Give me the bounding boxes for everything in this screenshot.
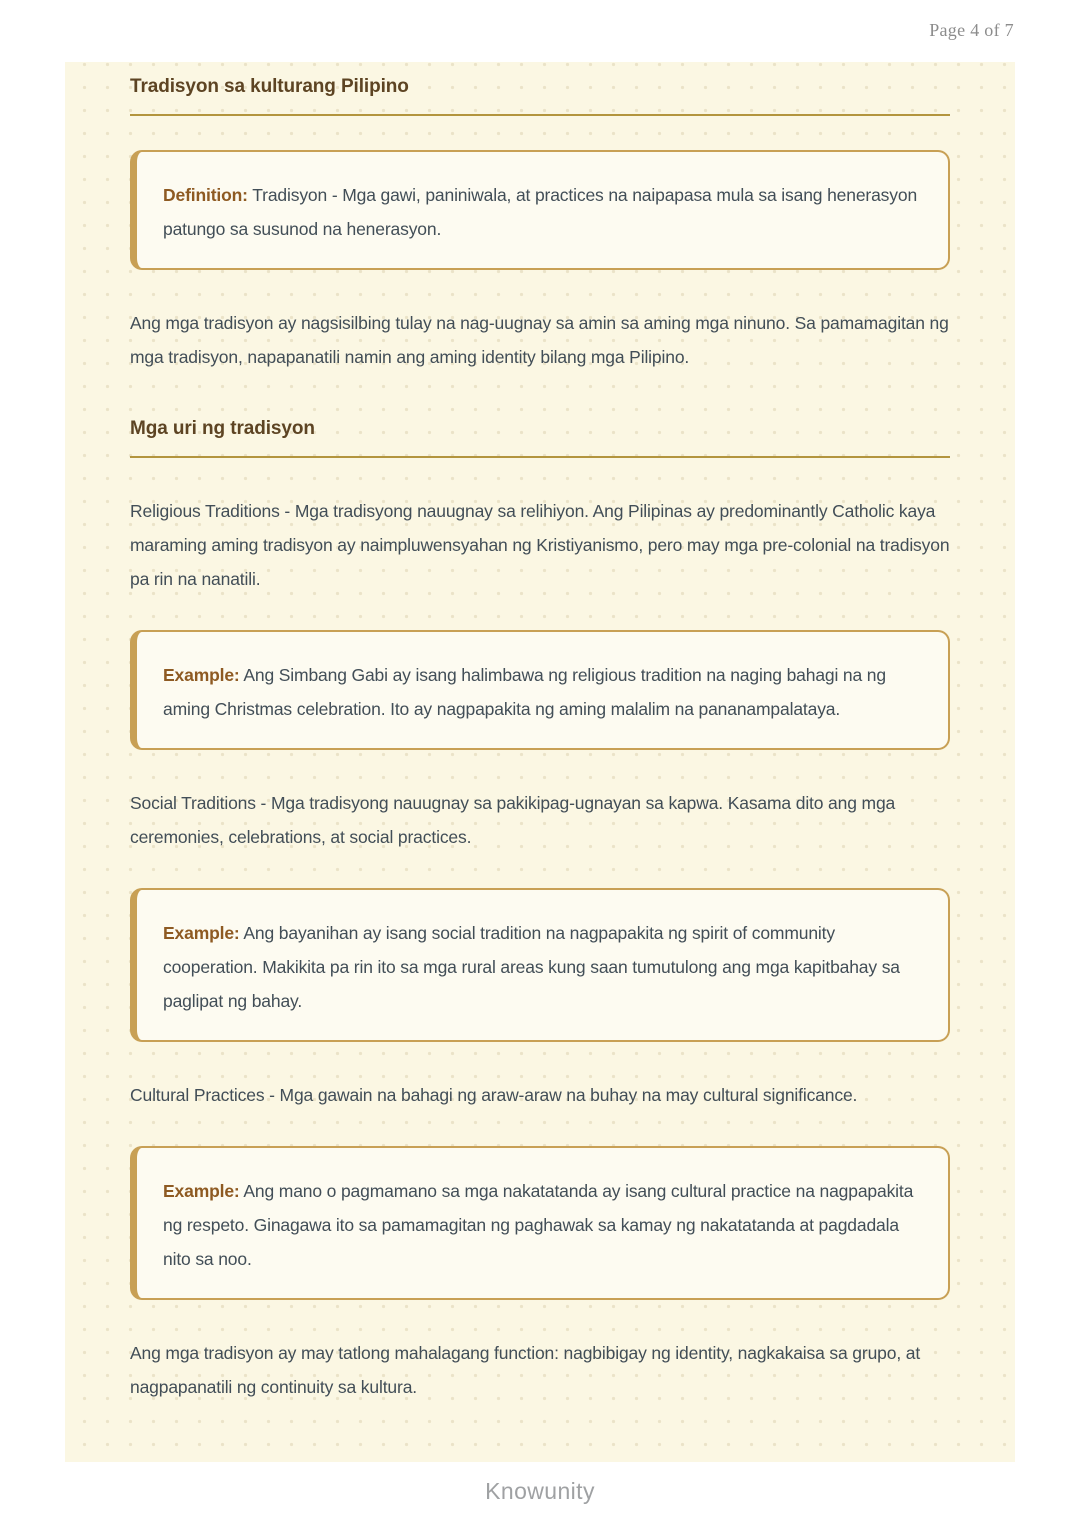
example-text-cultural bbox=[163, 1174, 918, 1276]
definition-text bbox=[163, 178, 918, 246]
paragraph-social-traditions: Social Traditions - Mga tradisyong nauugnay sa pakikipag-ugnayan sa kapwa. Kasama dito ang mga ceremonies, celebrations, at social practices. bbox=[130, 793, 896, 847]
closing-paragraph: Ang mga tradisyon ay may tatlong mahalagang function: nagbibigay ng identity, nagkakaisa sa grupo, at nagpapanatili ng continuity sa kultura. bbox=[130, 1343, 921, 1397]
section-heading-mga-uri: Mga uri ng tradisyon bbox=[130, 416, 950, 458]
definition-body: Tradisyon - Mga gawi, paniniwala, at practices na naipapasa mula sa isang henerasyon patungo sa susunod na henerasyon. bbox=[163, 185, 918, 239]
example-label: Example: bbox=[163, 1181, 240, 1201]
example-body: Ang Simbang Gabi ay isang halimbawa ng religious tradition na naging bahagi na ng aming Christmas celebration. Ito ay nagpapakita ng aming malalim na pananampalataya. bbox=[163, 665, 886, 719]
section-heading-tradisyon: Tradisyon sa kulturang Pilipino bbox=[130, 74, 950, 116]
example-label: Example: bbox=[163, 665, 240, 685]
intro-paragraph: Ang mga tradisyon ay nagsisilbing tulay na nag-uugnay sa amin sa aming mga ninuno. Sa pamamagitan ng mga tradisyon, napapanatili namin ang aming identity bilang mga Pilipino. bbox=[130, 313, 949, 367]
example-box-religious bbox=[130, 630, 950, 750]
paragraph-cultural-practices: Cultural Practices - Mga gawain na bahagi ng araw-araw na buhay na may cultural significance. bbox=[130, 1085, 858, 1105]
paragraph-religious-traditions: Religious Traditions - Mga tradisyong nauugnay sa relihiyon. Ang Pilipinas ay predominantly Catholic kaya maraming aming tradisyon ay naimpluwensyahan ng Kristiyanismo, pero may mga pre-colonial na tradisyon pa rin na nanatili. bbox=[130, 501, 950, 589]
page-indicator: Page 4 of 7 bbox=[929, 20, 1014, 40]
definition-label: Definition: bbox=[163, 185, 248, 205]
example-box-cultural bbox=[130, 1146, 950, 1300]
example-body: Ang mano o pagmamano sa mga nakatatanda ay isang cultural practice na nagpapakita ng respeto. Ginagawa ito sa pamamagitan ng paghawak sa kamay ng nakatatanda at pagdadala nito sa noo. bbox=[163, 1181, 914, 1269]
example-box-social bbox=[130, 888, 950, 1042]
example-body: Ang bayanihan ay isang social tradition na nagpapakita ng spirit of community cooperation. Makikita pa rin ito sa mga rural areas kung saan tumutulong ang mga kapitbahay sa paglipat ng bahay. bbox=[163, 923, 900, 1011]
footer-brand: Knowunity bbox=[485, 1478, 595, 1504]
example-label: Example: bbox=[163, 923, 240, 943]
definition-box bbox=[130, 150, 950, 270]
example-text-social bbox=[163, 916, 918, 1018]
note-document bbox=[65, 62, 1015, 1462]
example-text-religious bbox=[163, 658, 918, 726]
